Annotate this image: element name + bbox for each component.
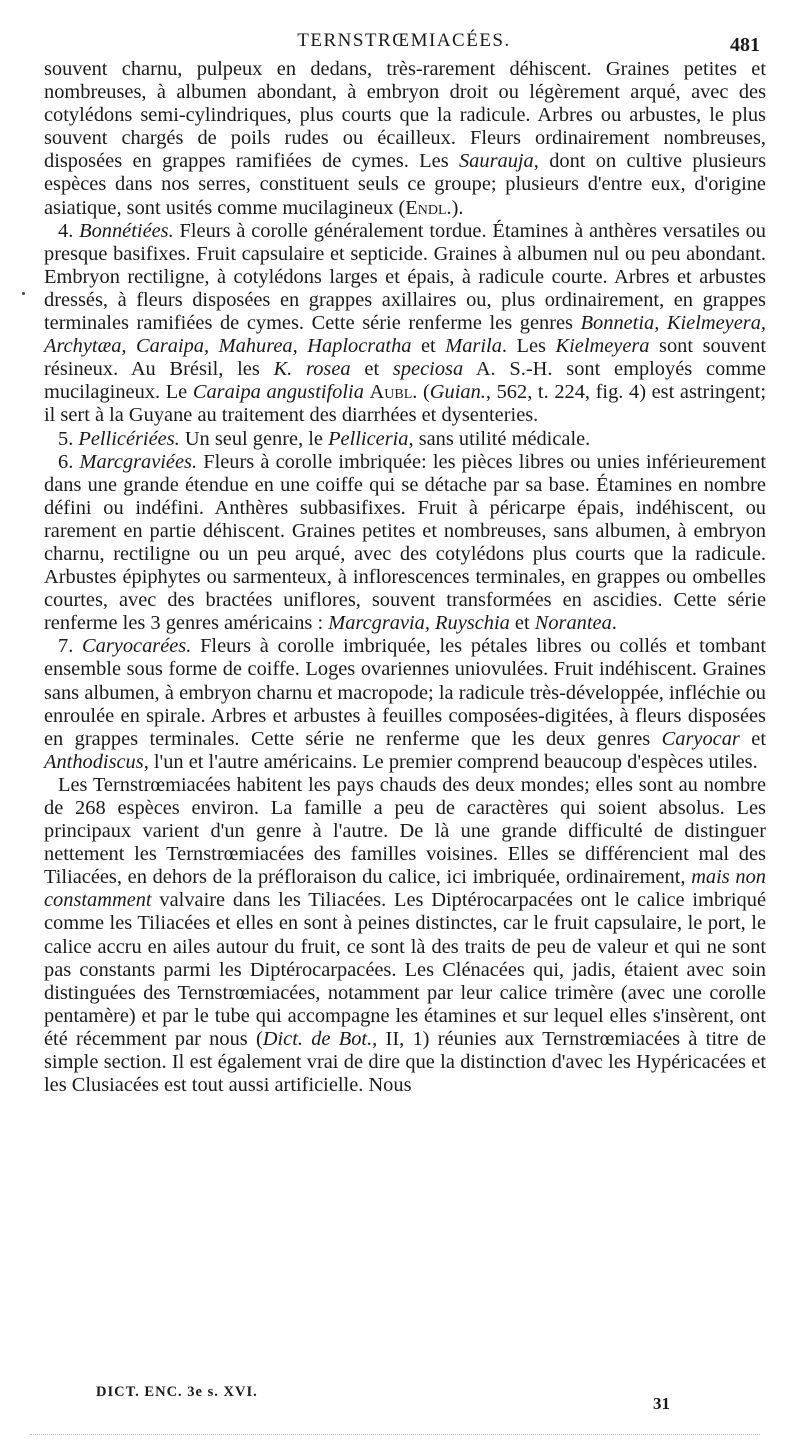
section-heading: Bonnétiées. — [79, 219, 174, 242]
sheet-number: 31 — [653, 1394, 670, 1413]
italic-run: Pelliceria — [328, 427, 409, 450]
italic-run: Caryocar — [661, 727, 740, 750]
text-run: , dont on cultive plusieurs espèces dans nos serres, constituent seuls ce groupe; plusieurs d'entre eux, d'origine asiatique, sont usités comme mucilagineux ( — [44, 150, 767, 219]
page-footer — [96, 1384, 696, 1424]
text-run: Fleurs à corolle imbriquée, les pétales libres ou collés et tombant ensemble sous forme de coiffe. Loges ovariennes uniovulées. Fruit indéhiscent. Graines sans albumen, à embryon charnu et macropode; la radicule très-développée, infléchie ou enroulée en spirale. Arbres et arbustes à feuilles composées-digitées, à fleurs disposées en grappes terminales. Cette série ne renferme que les deux genres — [44, 635, 766, 750]
text-run: 4. — [58, 219, 80, 242]
italic-run: Marcgravia, Ruyschia — [328, 612, 510, 635]
text-run: et — [350, 358, 393, 381]
text-run: . Les — [501, 335, 556, 358]
text-run: souvent charnu, pulpeux en dedans, très-rarement déhiscent. Graines petites et nombreuses, à albumen abondant, à embryon droit ou légèrement arqué, avec des cotylédons semi-cylindriques, plus courts que la radicule. Arbres ou arbustes, le plus souvent chargés de poils rudes ou écailleux. Fleurs ordinairement nombreuses, disposées en grappes ramifiées de cymes. Les — [44, 58, 766, 173]
section-heading: Marcgraviées. — [79, 450, 198, 473]
running-title: TERNSTRŒMIACÉES. — [297, 30, 511, 51]
italic-run: Bonnetia, Kielmeyera, Archytæa, Caraipa, Mahurea, Haplocratha — [44, 312, 766, 358]
section-heading: Caryocarées. — [82, 635, 192, 658]
text-run: sont souvent résineux. Au Brésil, les — [44, 335, 766, 381]
italic-run: Guian. — [429, 381, 486, 404]
text-run: , II, 1) réunies aux Ternstrœmiacées à titre de simple section. Il est également vrai de dire que la distinction d'avec les Hypéricacées et les Clusiacées est tout aussi artificielle. Nous — [44, 1027, 767, 1097]
running-head — [48, 28, 760, 54]
text-run: Les Ternstrœmiacées habitent les pays chauds des deux mondes; elles sont au nombre de 268 espèces environ. La famille a peu de caractères qui soient absolus. Les principaux varient d'un genre à l'autre. De là une grande difficulté de distinguer nettement les Ternstrœmiacées des familles voisines. Elles se différencient mal des Tiliacées, en dehors de la préfloraison du calice, ici imbriquée, ordinairement, — [44, 773, 766, 889]
paragraph-pellicerieees — [44, 428, 766, 451]
italic-run: Kielmeyera — [555, 335, 650, 358]
section-heading: Pellicériées. — [78, 427, 180, 450]
italic-run: K. rosea — [273, 358, 351, 381]
printer-signature: DICT. ENC. 3e s. XVI. — [96, 1384, 258, 1400]
text-run: , sans utilité médicale. — [408, 427, 591, 450]
italic-run: Anthodiscus — [44, 750, 144, 773]
text-run: ). — [451, 196, 464, 219]
text-run: 5. — [58, 427, 79, 450]
page-number: 481 — [730, 34, 760, 56]
text-run: , l'un et l'autre américains. Le premier comprend beaucoup d'espèces utiles. — [143, 750, 758, 773]
text-run: et — [411, 335, 446, 358]
paragraph-continuation — [44, 58, 766, 220]
italic-run: Norantea — [534, 612, 612, 635]
text-run: Fleurs à corolle généralement tordue. Étamines à anthères versatiles ou presque basifixes. Fruit capsulaire et septicide. Graines à albumen nul ou peu abondant. Embryon rectiligne, à cotylédons larges et épais, à radicule courte. Arbres et arbustes dressés, à fleurs disposées en grappes axillaires ou, plus ordinairement, en grappes terminales ramifiées de cymes. Cette série renferme les genres — [44, 219, 766, 335]
text-run: A. S.-H. sont employés comme mucilagineux. Le — [44, 358, 766, 404]
text-run: 6. — [58, 450, 80, 473]
italic-run: Caraipa angustifolia — [192, 381, 364, 404]
text-run: Un seul genre, le — [179, 427, 329, 450]
text-run: . — [611, 612, 617, 635]
author-abbrev: Endl. — [405, 196, 452, 219]
italic-run: Dict. de Bot. — [262, 1027, 373, 1050]
italic-run: speciosa — [392, 358, 464, 381]
paragraph-caryocarees — [44, 635, 766, 774]
text-run: ( — [417, 381, 430, 404]
body-text — [44, 58, 766, 1097]
text-run: valvaire dans les Tiliacées. Les Diptérocarpacées ont le calice imbriqué comme les Tiliacées et elles en sont à peines distinctes, car le fruit capsulaire, le port, le calice accru en ailes autour du fruit, ce sont là des traits de peu de valeur et qui ne sont pas constants parmi les Diptérocarpacées. Les Clénacées qui, jadis, étaient avec soin distinguées des Ternstrœmiacées, notamment par leur calice trimère (avec une corolle pentamère) et par le tube qui accompagne les étamines et sur lequel elles s'insèrent, ont été récemment par nous ( — [44, 889, 766, 1050]
text-run: Fleurs à corolle imbriquée: les pièces libres ou unies inférieurement dans une grande étendue en une coiffe qui se détache par sa base. Étamines en nombre défini ou indéfini. Anthères subbasifixes. Fruit à péricarpe épais, indéhiscent, ou rarement en partie déhiscent. Graines petites et nombreuses, sans albumen, à embryon charnu, rectiligne ou un peu arqué, avec des cotylédons plus courts que la radicule. Arbustes épiphytes ou sarmenteux, à inflorescences terminales, en grappes ou ombelles courtes, avec des bractées uniflores, souvent transformées en ascidies. Cette série renferme les 3 genres américains : — [44, 450, 767, 635]
italic-run: Marila — [445, 335, 502, 358]
text-run: et — [509, 612, 535, 635]
paragraph-bonnetiees — [44, 220, 766, 428]
text-run: et — [739, 727, 766, 750]
paragraph-marcgraviees — [44, 451, 766, 636]
paragraph-distribution — [44, 774, 766, 1097]
text-run: , 562, t. 224, fig. 4) est astringent; il sert à la Guyane au traitement des diarrhées et dysenteries. — [44, 381, 766, 427]
italic-run: Saurauja — [458, 150, 534, 173]
bleed-through-line — [30, 1434, 760, 1437]
text-run: 7. — [58, 635, 83, 658]
italic-run: mais non constamment — [44, 866, 766, 912]
margin-mark — [22, 292, 25, 295]
author-abbrev: Aubl. — [369, 381, 418, 404]
